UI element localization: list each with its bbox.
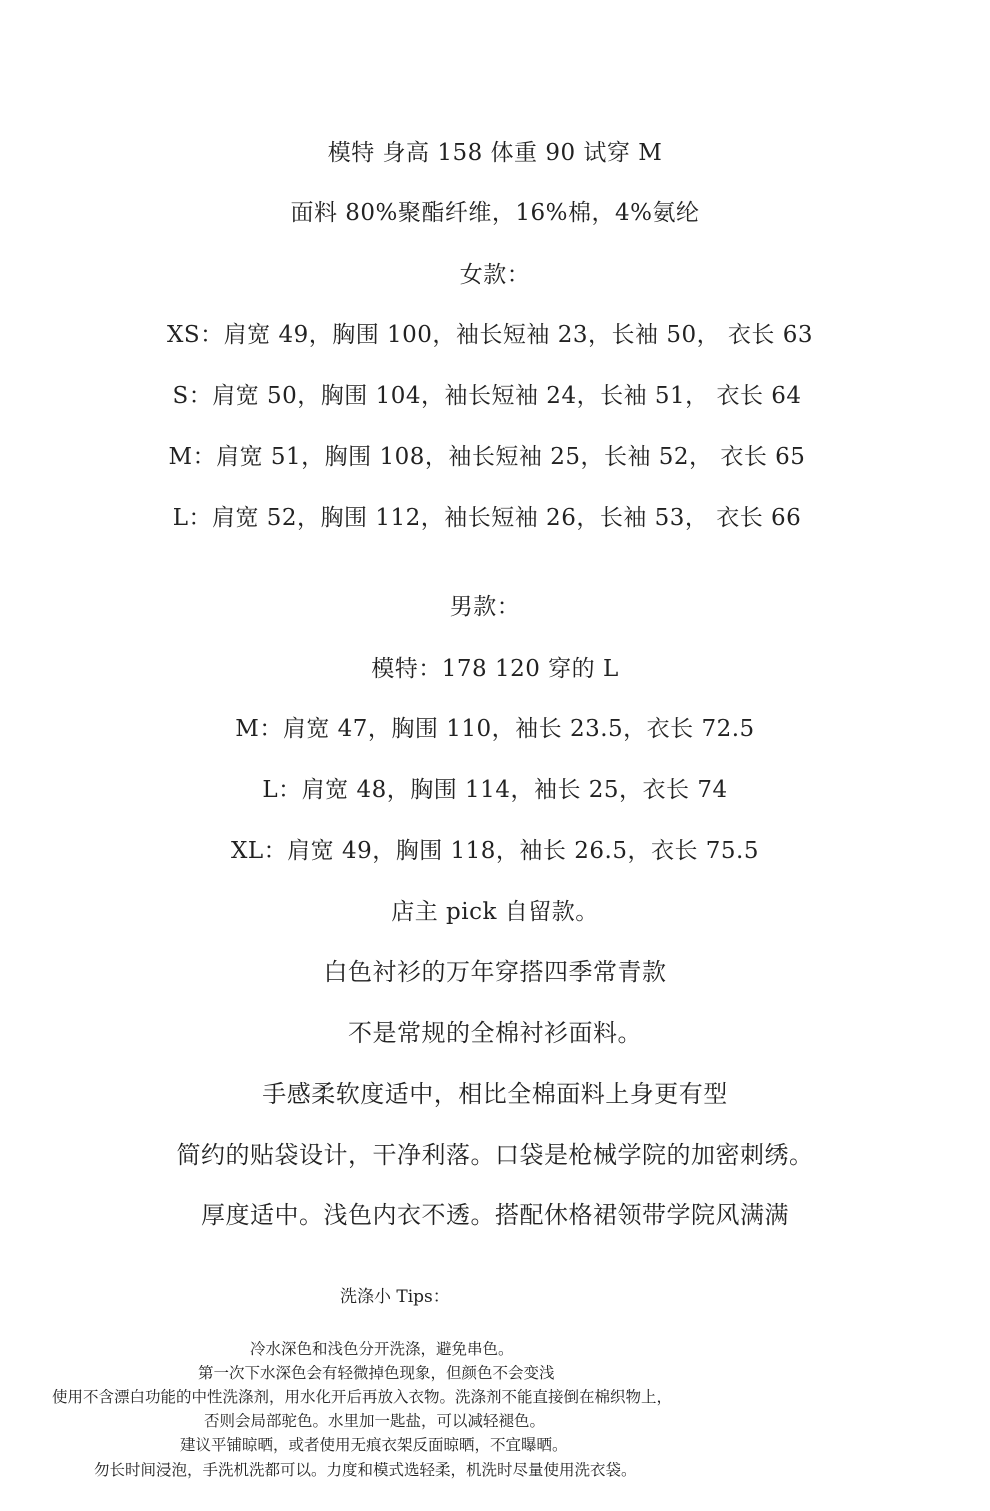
washing-tip-line: 使用不含漂白功能的中性洗涤剂，用水化开后再放入衣物。洗涤剂不能直接倒在棉织物上， — [52, 1388, 673, 1406]
women-size-xs: XS：肩宽 49，胸围 100，袖长短袖 23，长袖 50， 衣长 63 — [167, 322, 813, 348]
description-line: 白色衬衫的万年穿搭四季常青款 — [323, 958, 667, 986]
men-size-m: M：肩宽 47，胸围 110，袖长 23.5，衣长 72.5 — [235, 716, 755, 742]
washing-tip-line: 第一次下水深色会有轻微掉色现象，但颜色不会变浅 — [198, 1364, 555, 1382]
washing-tip-line: 冷水深色和浅色分开洗涤，避免串色。 — [250, 1340, 514, 1358]
men-size-l: L：肩宽 48，胸围 114，袖长 25，衣长 74 — [262, 777, 728, 803]
women-size-s: S：肩宽 50，胸围 104，袖长短袖 24，长袖 51， 衣长 64 — [172, 383, 802, 409]
description-line: 不是常规的全棉衬衫面料。 — [348, 1019, 642, 1047]
washing-tip-line: 勿长时间浸泡，手洗机洗都可以。力度和模式选轻柔，机洗时尽量使用洗衣袋。 — [94, 1461, 637, 1479]
description-line: 简约的贴袋设计，干净利落。口袋是枪械学院的加密刺绣。 — [176, 1141, 814, 1169]
women-size-m: M：肩宽 51，胸围 108，袖长短袖 25，长袖 52， 衣长 65 — [168, 444, 806, 470]
men-model-info: 模特：178 120 穿的 L — [371, 656, 619, 682]
washing-tip-line: 建议平铺晾晒，或者使用无痕衣架反面晾晒，不宜曝晒。 — [180, 1436, 568, 1454]
washing-tips-title: 洗涤小 Tips： — [340, 1287, 450, 1307]
men-size-xl: XL：肩宽 49，胸围 118，袖长 26.5，衣长 75.5 — [231, 838, 759, 864]
description-line: 厚度适中。浅色内衣不透。搭配休格裙领带学院风满满 — [201, 1201, 789, 1229]
fabric-info: 面料 80%聚酯纤维，16%棉，4%氨纶 — [290, 200, 700, 226]
women-heading: 女款： — [459, 262, 531, 288]
washing-tip-line: 否则会局部驼色。水里加一匙盐，可以减轻褪色。 — [204, 1412, 546, 1430]
women-size-l: L：肩宽 52，胸围 112，袖长短袖 26，长袖 53， 衣长 66 — [172, 505, 802, 531]
model-info: 模特 身高 158 体重 90 试穿 M — [327, 140, 663, 166]
men-heading: 男款： — [449, 594, 521, 620]
description-line: 店主 pick 自留款。 — [391, 899, 599, 925]
description-line: 手感柔软度适中，相比全棉面料上身更有型 — [262, 1080, 728, 1108]
